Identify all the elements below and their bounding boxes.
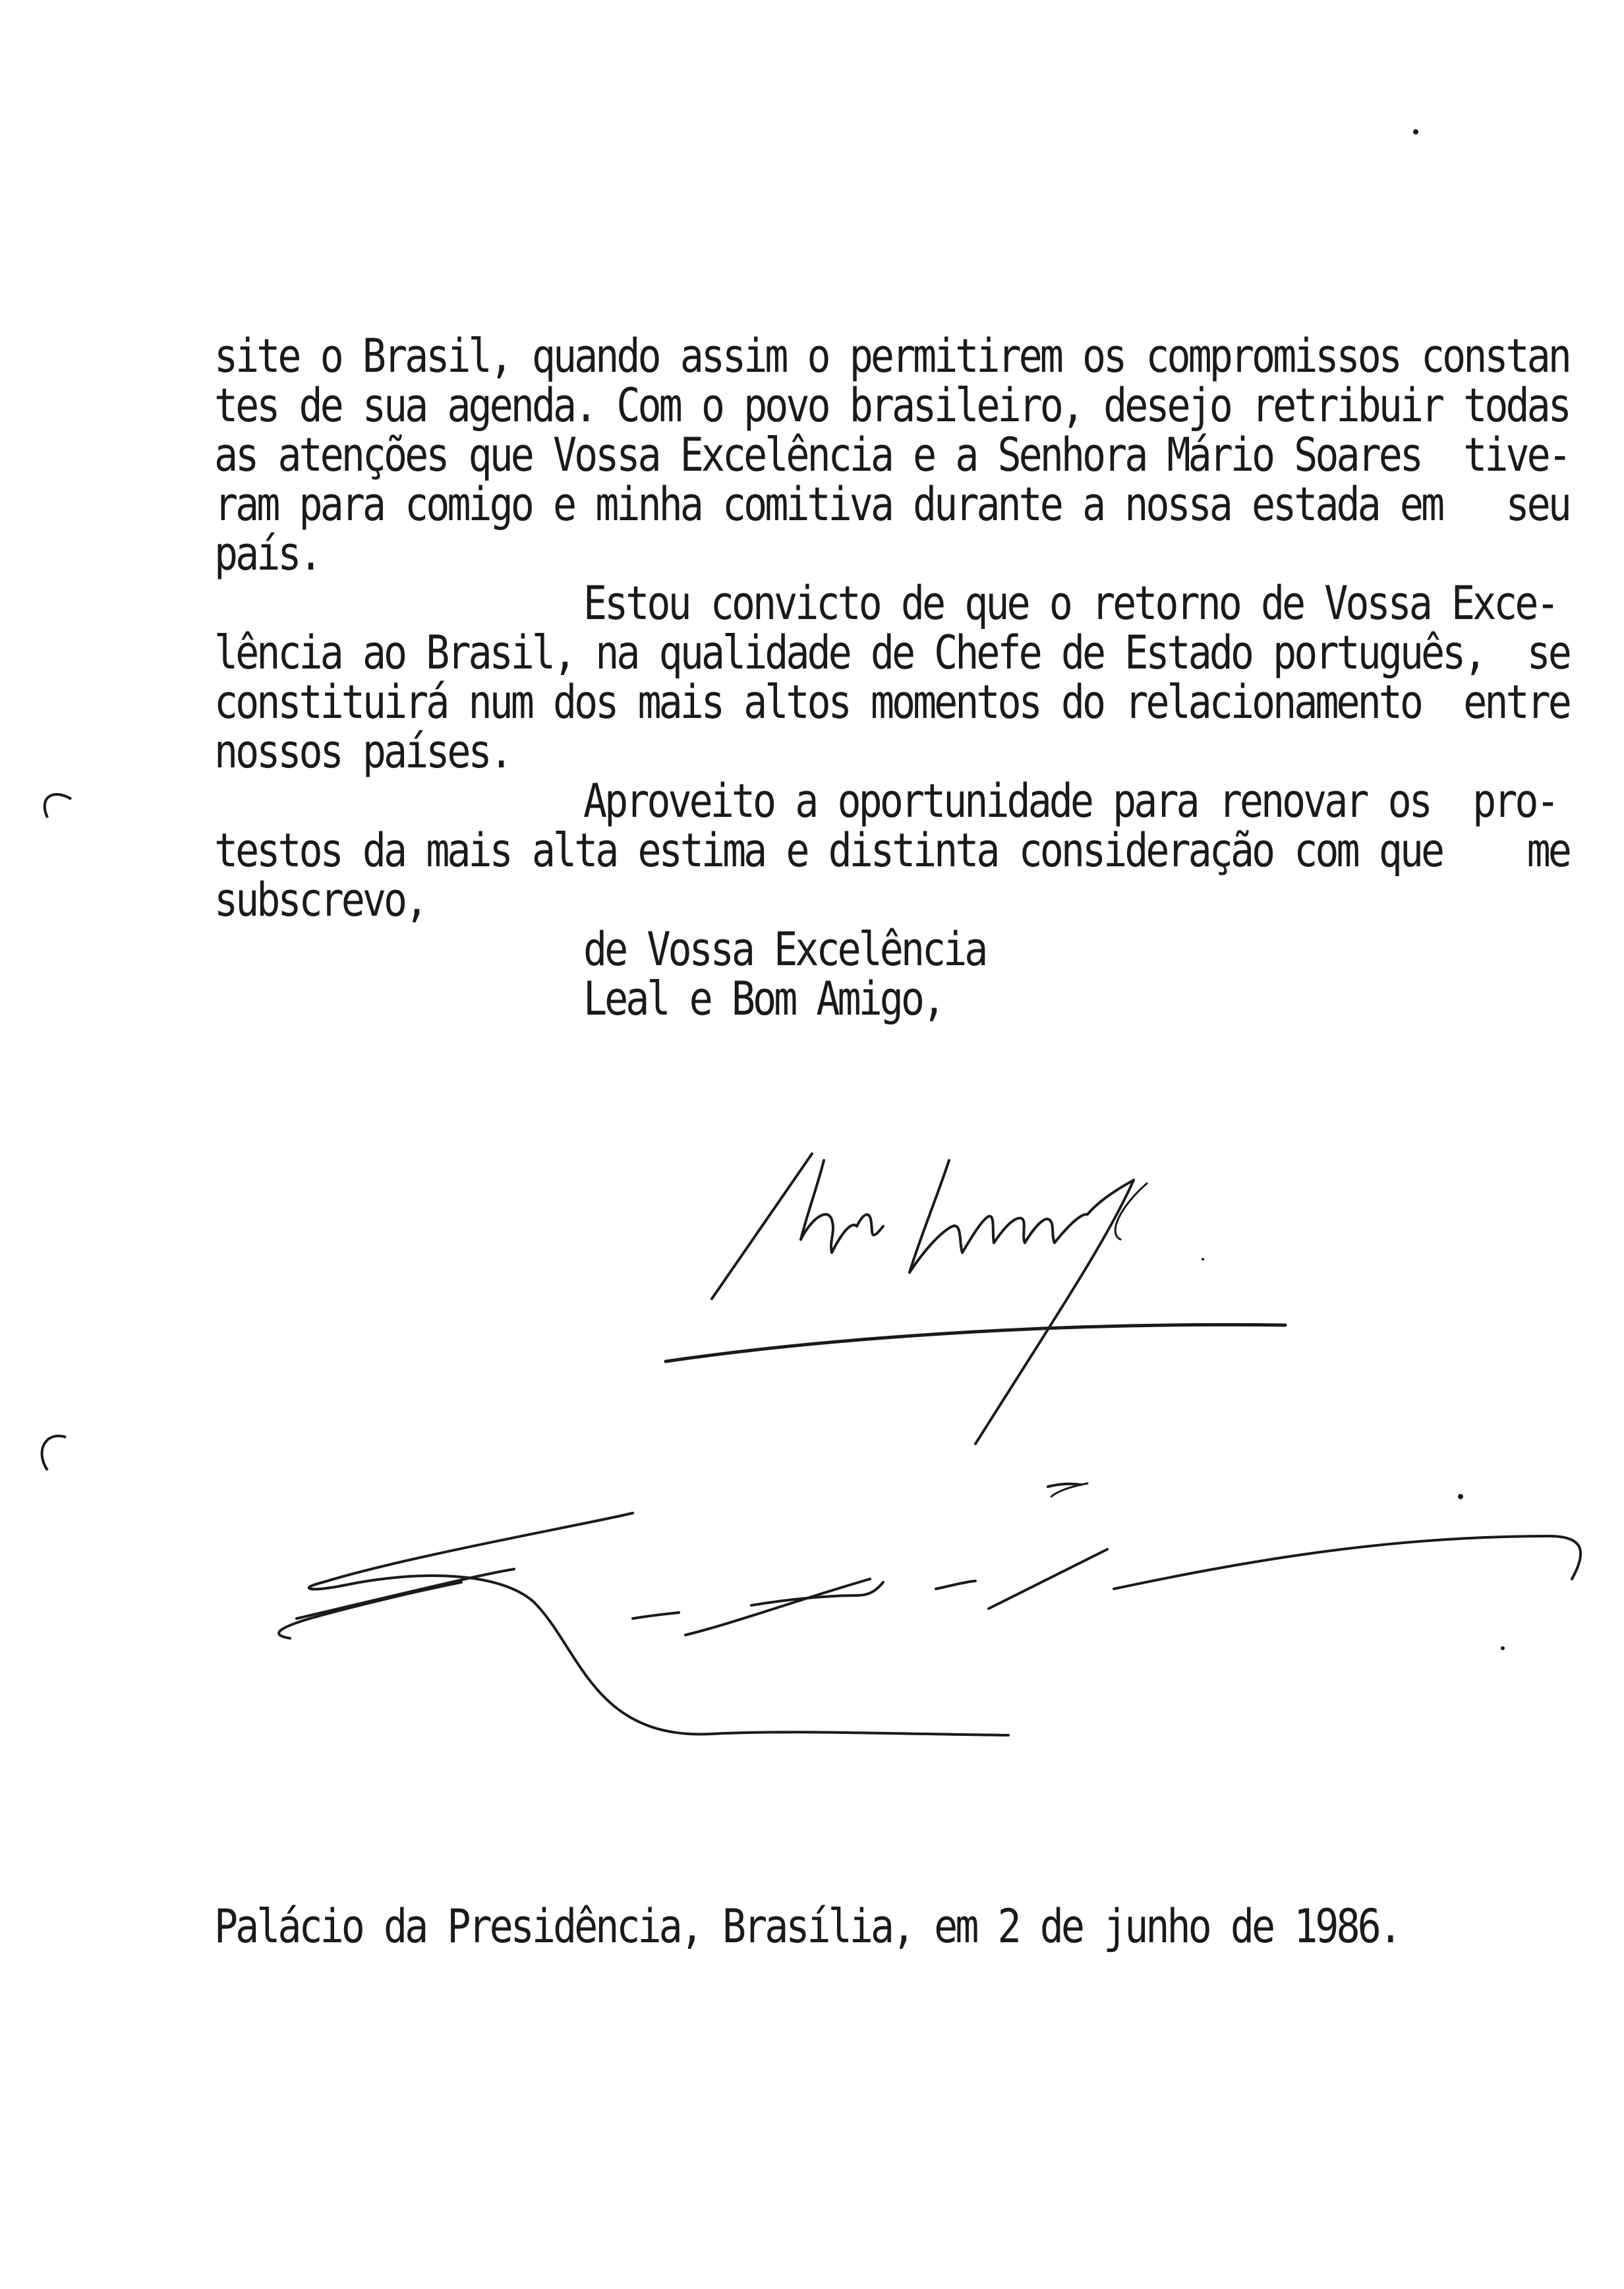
punch-hole-marks (42, 794, 71, 1470)
text-line: Aproveito a oportunidade para renovar os pro- (583, 774, 1557, 829)
text-line: ram para comigo e minha comitiva durante a nossa estada em seu (214, 477, 1569, 532)
closing-line: de Vossa Excelência (583, 922, 986, 977)
place-date: Palácio da Presidência, Brasília, em 2 de junho de 1986. (214, 1899, 1400, 1954)
text-line: testos da mais alta estima e distinta consideração com que me (214, 823, 1569, 878)
text-line: as atenções que Vossa Excelência e a Senhora Mário Soares tive- (214, 428, 1569, 483)
text-line: constituirá num dos mais altos momentos do relacionamento entre (214, 675, 1569, 730)
text-line: Estou convicto de que o retorno de Vossa Exce- (583, 576, 1557, 631)
text-line: tes de sua agenda. Com o povo brasileiro, desejo retribuir todas (214, 378, 1569, 433)
signature-sarney (666, 1154, 1285, 1444)
text-line: país. (214, 527, 320, 581)
text-line: subscrevo, (214, 873, 426, 928)
signature-second (279, 1484, 1580, 1735)
closing-line: Leal e Bom Amigo, (583, 972, 944, 1026)
speck-marks (1202, 129, 1505, 1650)
text-line: site o Brasil, quando assim o permitirem os compromissos constan (214, 329, 1569, 384)
text-line: lência ao Brasil, na qualidade de Chefe de Estado português, se (214, 626, 1569, 680)
text-line: nossos países. (214, 725, 511, 779)
